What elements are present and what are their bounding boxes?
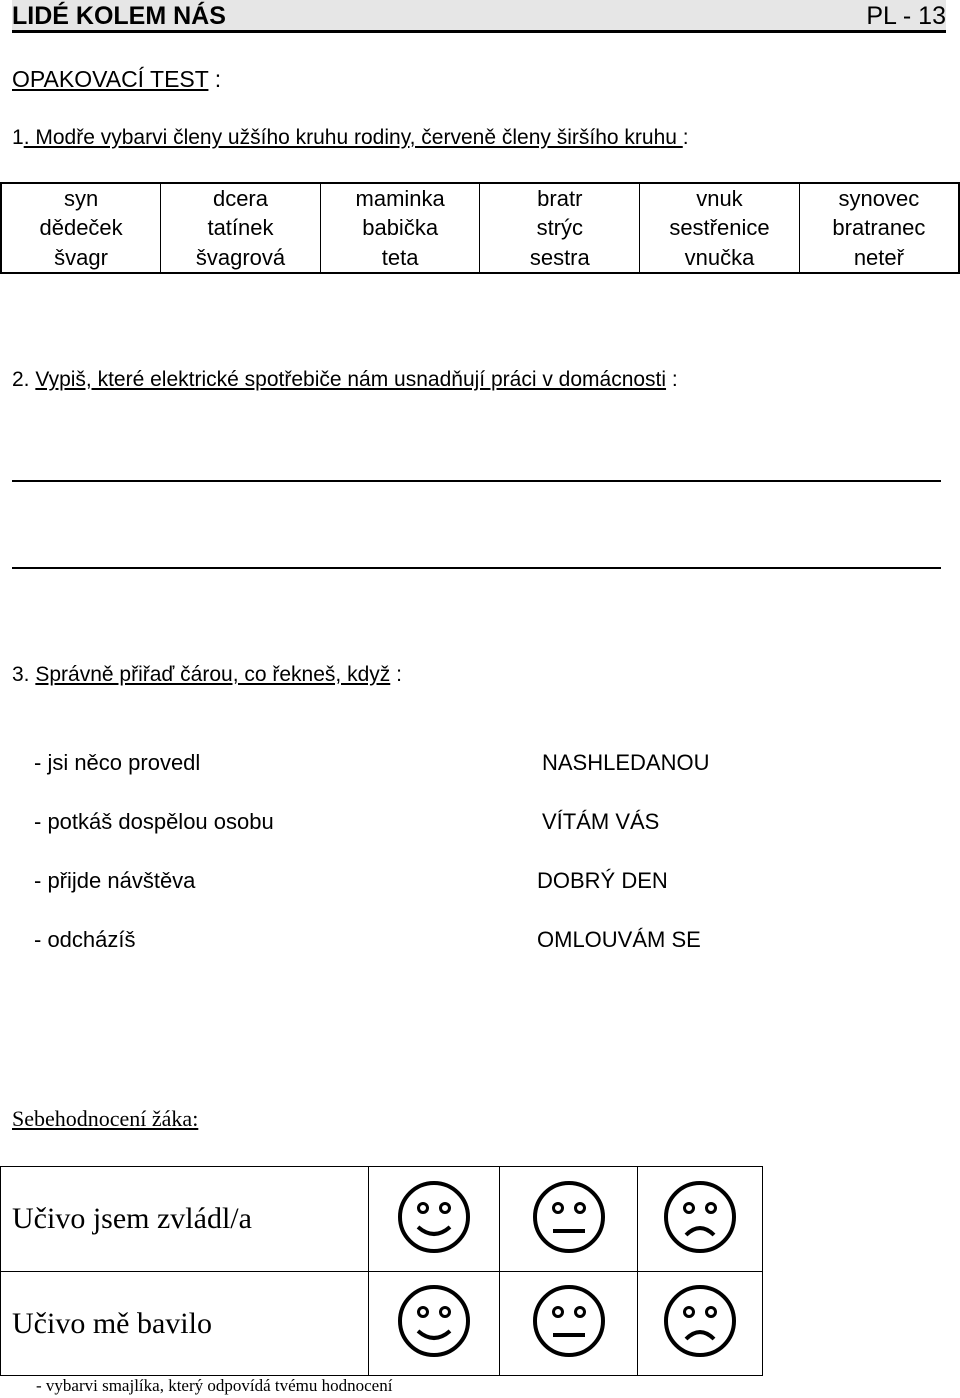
family-cell[interactable]: vnučka: [640, 243, 800, 273]
sad-icon[interactable]: [662, 1179, 738, 1255]
task3-number: 3.: [12, 663, 36, 686]
family-members-table: [0, 182, 960, 274]
eval-label: Učivo jsem zvládl/a: [1, 1167, 369, 1272]
worksheet-code: PL - 13: [866, 2, 946, 30]
phrase-item[interactable]: NASHLEDANOU: [542, 750, 710, 775]
phrase-item[interactable]: VÍTÁM VÁS: [542, 809, 660, 834]
family-cell[interactable]: bratranec: [799, 213, 959, 242]
face-cell[interactable]: [369, 1272, 500, 1376]
smile-icon[interactable]: [396, 1283, 472, 1359]
family-cell[interactable]: maminka: [320, 183, 480, 213]
face-cell[interactable]: [500, 1167, 638, 1272]
family-cell[interactable]: syn: [1, 183, 161, 213]
family-cell[interactable]: švagr: [1, 243, 161, 273]
task3-suffix: :: [390, 663, 402, 686]
smile-icon[interactable]: [396, 1179, 472, 1255]
self-eval-table: [0, 1166, 763, 1376]
table-row: [1, 1167, 763, 1272]
phrase-item[interactable]: DOBRÝ DEN: [537, 868, 668, 893]
family-cell[interactable]: babička: [320, 213, 480, 242]
family-cell[interactable]: sestřenice: [640, 213, 800, 242]
task1-number: 1: [12, 126, 24, 149]
family-cell[interactable]: dcera: [161, 183, 321, 213]
subtitle-text: OPAKOVACÍ TEST: [12, 66, 209, 92]
family-cell[interactable]: tatínek: [161, 213, 321, 242]
face-cell[interactable]: [500, 1272, 638, 1376]
task3-text: Správně přiřaď čárou, co řekneš, když: [35, 663, 391, 686]
task2-heading: [12, 365, 678, 395]
answer-line[interactable]: [12, 567, 941, 569]
family-cell[interactable]: vnuk: [640, 183, 800, 213]
self-eval-note: - vybarvi smajlíka, který odpovídá tvému hodnocení: [36, 1376, 393, 1395]
self-eval-title: Sebehodnocení žáka:: [12, 1106, 199, 1131]
neutral-icon[interactable]: [531, 1179, 607, 1255]
eval-label: Učivo mě bavilo: [1, 1272, 369, 1376]
subtitle-suffix: :: [208, 66, 222, 92]
table-row: [1, 213, 959, 242]
task1-text: . Modře vybarvi členy užšího kruhu rodiny, červeně členy širšího kruhu: [23, 126, 683, 149]
family-cell[interactable]: synovec: [799, 183, 959, 213]
family-cell[interactable]: švagrová: [161, 243, 321, 273]
family-cell[interactable]: bratr: [480, 183, 640, 213]
task2-number: 2.: [12, 368, 36, 391]
page-title: LIDÉ KOLEM NÁS: [12, 2, 226, 30]
table-row: [1, 243, 959, 273]
task2-suffix: :: [666, 368, 678, 391]
neutral-icon[interactable]: [531, 1283, 607, 1359]
table-row: [1, 1272, 763, 1376]
situation-item[interactable]: - potkáš dospělou osobu: [34, 809, 274, 834]
family-cell[interactable]: neteř: [799, 243, 959, 273]
family-cell[interactable]: teta: [320, 243, 480, 273]
table-row: [1, 183, 959, 213]
family-cell[interactable]: sestra: [480, 243, 640, 273]
situation-item[interactable]: - přijde návštěva: [34, 868, 196, 893]
sad-icon[interactable]: [662, 1283, 738, 1359]
phrase-item[interactable]: OMLOUVÁM SE: [537, 927, 701, 952]
task1-suffix: :: [682, 126, 689, 149]
task1-heading: [12, 123, 689, 153]
face-cell[interactable]: [369, 1167, 500, 1272]
face-cell[interactable]: [638, 1272, 763, 1376]
task3-heading: [12, 660, 402, 690]
test-subtitle: [12, 64, 221, 94]
face-cell[interactable]: [638, 1167, 763, 1272]
task2-text: Vypiš, které elektrické spotřebiče nám usnadňují práci v domácnosti: [35, 368, 667, 391]
answer-line[interactable]: [12, 480, 941, 482]
situation-item[interactable]: - odcházíš: [34, 927, 136, 952]
family-cell[interactable]: dědeček: [1, 213, 161, 242]
family-cell[interactable]: strýc: [480, 213, 640, 242]
situation-item[interactable]: - jsi něco provedl: [34, 750, 201, 775]
